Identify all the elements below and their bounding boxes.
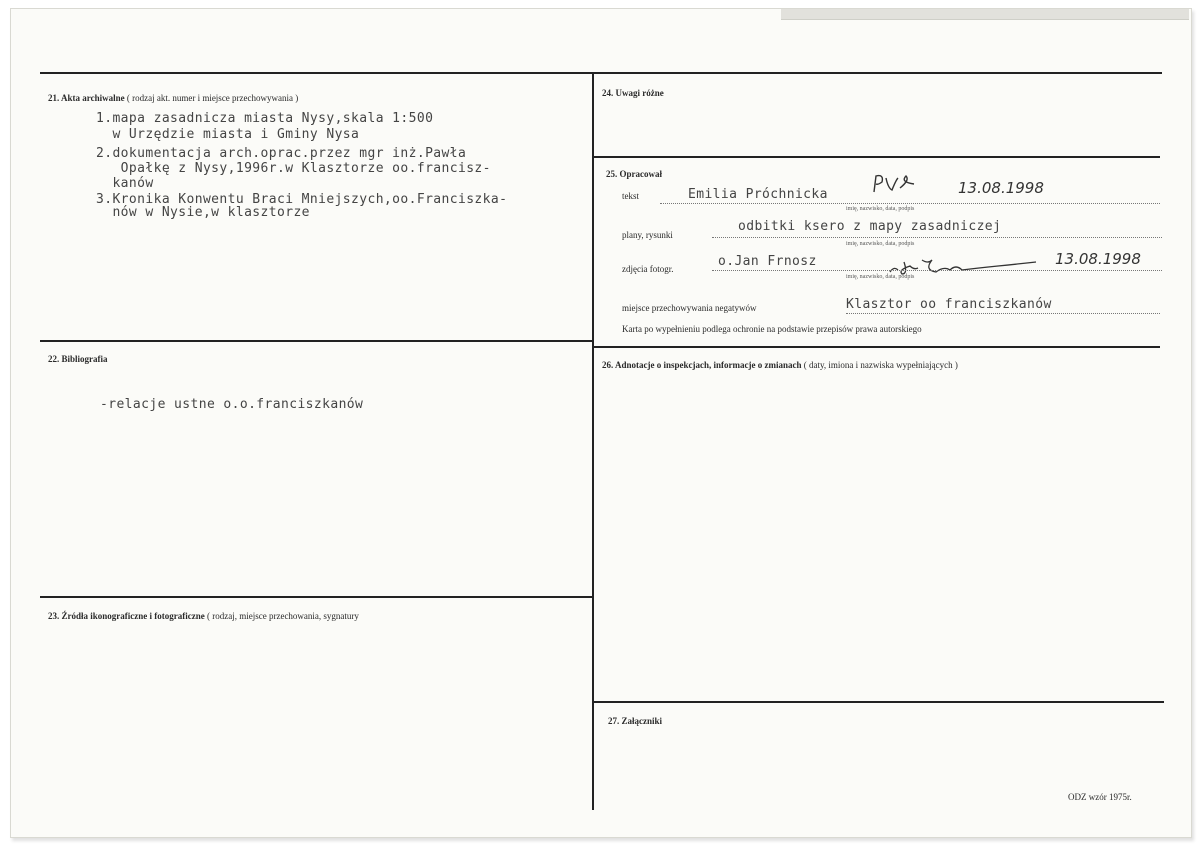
section-24-title: 24. Uwagi różne	[602, 88, 664, 98]
negatywy-label: miejsce przechowywania negatywów	[622, 303, 757, 313]
section-27-heading	[608, 716, 662, 726]
tekst-value: Emilia Próchnicka	[688, 187, 828, 202]
section-21-line-1: 1.mapa zasadnicza miasta Nysy,skala 1:500	[96, 111, 434, 126]
card-tab-edge	[781, 9, 1189, 20]
section-21-line-3: 2.dokumentacja arch.oprac.przez mgr inż.Pawła	[96, 146, 467, 161]
plany-label: plany, rysunki	[622, 230, 673, 240]
section-21-line-7: nów w Nysie,w klasztorze	[96, 205, 310, 220]
right-rule-25-26	[594, 346, 1160, 348]
copyright-notice: Karta po wypełnieniu podlega ochronie na podstawie przepisów prawa autorskiego	[622, 324, 922, 334]
section-24-heading	[602, 88, 664, 98]
section-21-title: 21. Akta archiwalne	[48, 93, 125, 103]
tekst-date: 13.08.1998	[958, 179, 1044, 197]
negatywy-value: Klasztor oo franciszkanów	[846, 297, 1052, 312]
section-22-heading	[48, 354, 108, 364]
right-rule-24-25	[594, 156, 1160, 158]
plany-dotted-line	[712, 237, 1162, 238]
tekst-signature	[870, 172, 920, 196]
center-divider	[592, 74, 594, 810]
section-26-note: ( daty, imiona i nazwiska wypełniających )	[803, 360, 958, 370]
section-22-content: -relacje ustne o.o.franciszkanów	[100, 397, 364, 412]
tekst-label: tekst	[622, 191, 639, 201]
zdjecia-value: o.Jan Frnosz	[718, 254, 817, 269]
section-23-heading	[48, 611, 359, 621]
section-25-heading	[606, 169, 662, 179]
section-21-line-5: kanów	[96, 176, 154, 191]
section-22-title: 22. Bibliografia	[48, 354, 108, 364]
section-23-title: 23. Źródła ikonograficzne i fotograficzne	[48, 611, 205, 621]
section-21-note: ( rodzaj akt. numer i miejsce przechowywania )	[126, 93, 299, 103]
zdjecia-label: zdjęcia fotogr.	[622, 264, 674, 274]
zdjecia-dotted-line	[712, 270, 1162, 271]
zdjecia-caption: imię, nazwisko, data, podpis	[846, 274, 915, 280]
plany-caption: imię, nazwisko, data, podpis	[846, 241, 915, 247]
left-rule-22-23	[40, 596, 593, 598]
zdjecia-date: 13.08.1998	[1055, 250, 1141, 268]
section-26-title: 26. Adnotacje o inspekcjach, informacje o zmianach	[602, 360, 802, 370]
section-21-line-4: Opałkę z Nysy,1996r.w Klasztorze oo.francisz-	[96, 161, 491, 176]
section-23-note: ( rodzaj, miejsce przechowania, sygnatury	[206, 611, 359, 621]
negatywy-dotted-line	[846, 313, 1160, 314]
section-25-title: 25. Opracował	[606, 169, 662, 179]
form-id: ODZ wzór 1975r.	[1068, 792, 1132, 802]
left-rule-21-22	[40, 340, 593, 342]
top-rule	[40, 72, 1162, 74]
tekst-dotted-line	[660, 203, 1160, 204]
section-27-title: 27. Załączniki	[608, 716, 663, 726]
right-rule-26-27	[594, 701, 1164, 703]
plany-value: odbitki ksero z mapy zasadniczej	[738, 219, 1002, 234]
section-21-heading	[48, 93, 298, 103]
section-21-line-6: 3.Kronika Konwentu Braci Mniejszych,oo.Franciszka-	[96, 192, 508, 207]
section-21-line-2: w Urzędzie miasta i Gminy Nysa	[96, 127, 360, 142]
tekst-caption: imię, nazwisko, data, podpis	[846, 206, 915, 212]
section-26-heading	[602, 360, 958, 370]
